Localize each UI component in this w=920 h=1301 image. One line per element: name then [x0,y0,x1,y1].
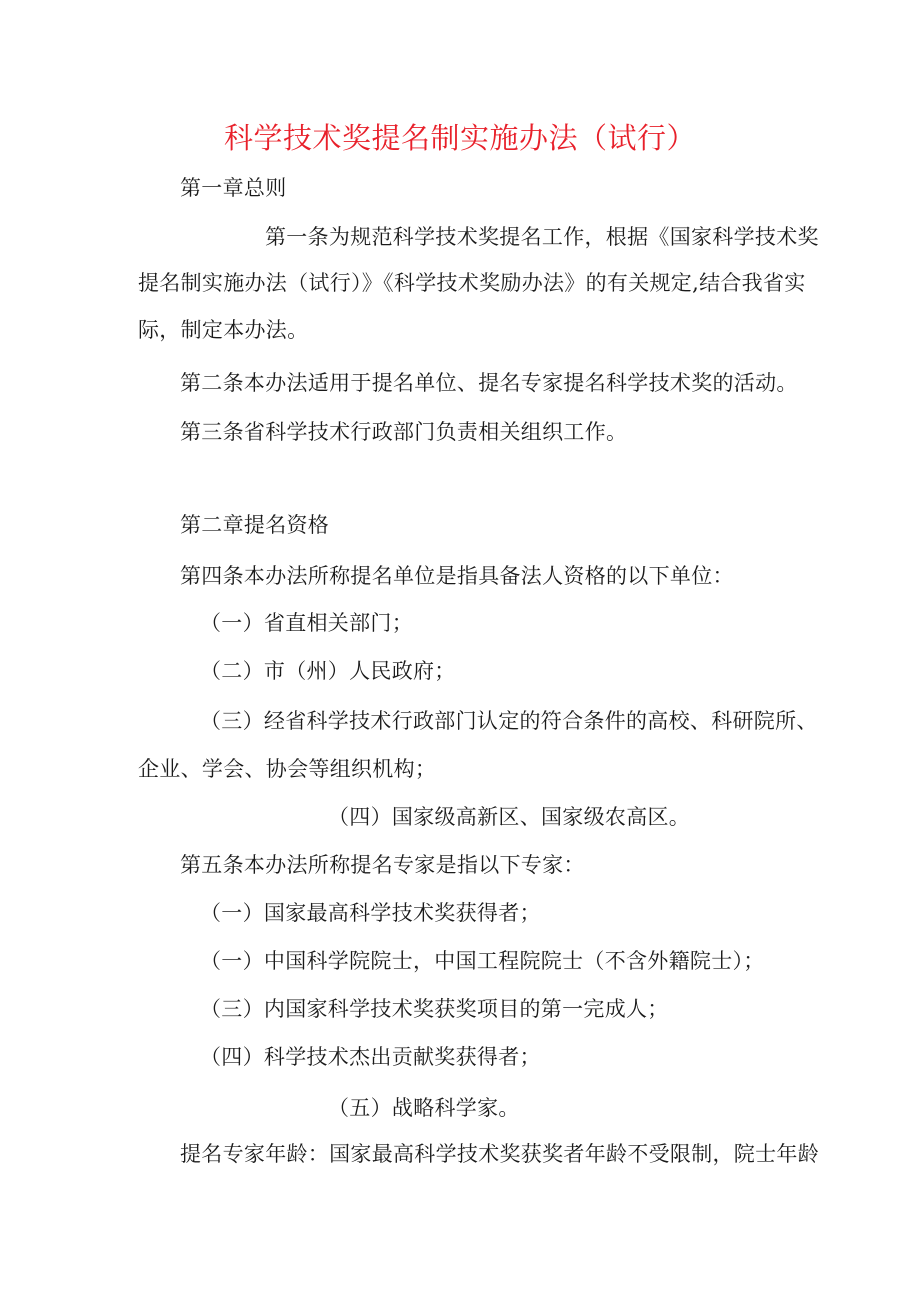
article-5-item-2: （一）中国科学院院士，中国工程院院士（不含外籍院士）； [200,949,765,973]
article-1-line-1: 第一条为规范科学技术奖提名工作，根据《国家科学技术奖 [265,225,819,249]
article-1-line-3: 际，制定本办法。 [138,318,309,342]
article-5-item-3: （三）内国家科学技术奖获奖项目的第一完成人； [200,997,669,1021]
article-5-item-4: （四）科学技术杰出贡献奖获得者； [200,1045,541,1069]
article-4-item-4: （四）国家级高新区、国家级农高区。 [328,805,691,829]
article-4: 第四条本办法所称提名单位是指具备法人资格的以下单位： [180,564,734,588]
expert-age-line: 提名专家年龄：国家最高科学技术奖获奖者年龄不受限制，院士年龄 [180,1142,819,1166]
article-1-line-2: 提名制实施办法（试行）》《科学技术奖励办法》的有关规定,结合我省实 [138,271,806,295]
article-3: 第三条省科学技术行政部门负责相关组织工作。 [180,420,628,444]
article-4-item-1: （一）省直相关部门； [200,611,413,635]
article-5: 第五条本办法所称提名专家是指以下专家： [180,853,585,877]
article-5-item-5: （五）战略科学家。 [328,1096,520,1120]
document-title: 科学技术奖提名制实施办法（试行） [223,121,696,155]
article-4-item-2: （二）市（州）人民政府； [200,659,456,683]
article-2: 第二条本办法适用于提名单位、提名专家提名科学技术奖的活动。 [180,371,798,395]
article-5-item-1: （一）国家最高科学技术奖获得者； [200,901,541,925]
article-4-item-3-line-1: （三）经省科学技术行政部门认定的符合条件的高校、科研院所、 [200,709,818,733]
chapter-1-heading: 第一章总则 [180,176,287,200]
chapter-2-heading: 第二章提名资格 [180,513,330,537]
article-4-item-3-line-2: 企业、学会、协会等组织机构； [138,757,437,781]
